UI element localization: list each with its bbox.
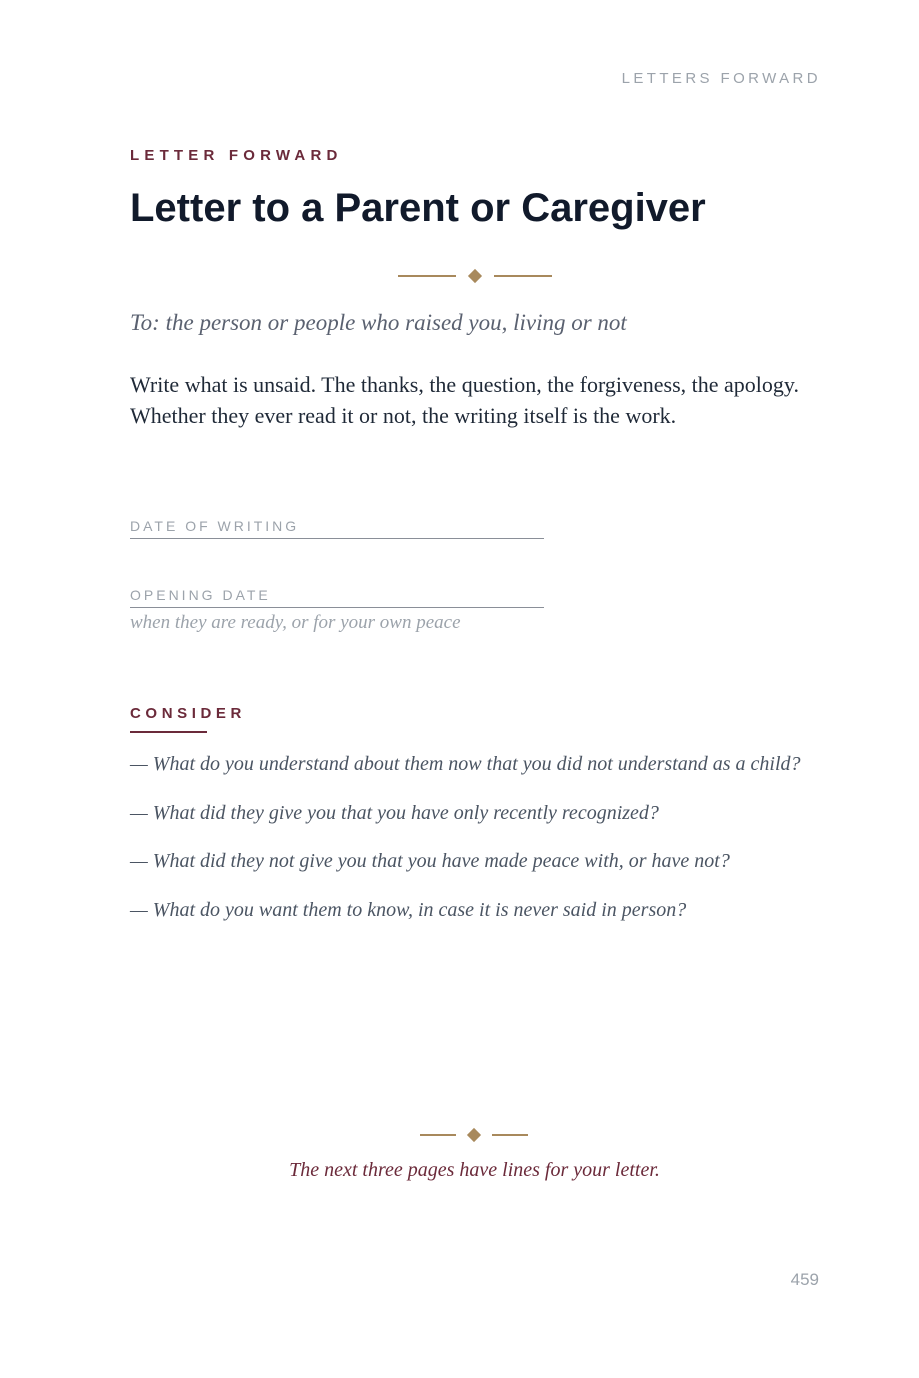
section-eyebrow: LETTER FORWARD — [130, 147, 343, 164]
opening-date-hint: when they are ready, or for your own peace — [130, 612, 461, 633]
consider-prompt: — What do you want them to know, in case it is never said in person? — [130, 898, 687, 921]
page-title: Letter to a Parent or Caregiver — [130, 186, 706, 230]
running-header: LETTERS FORWARD — [621, 70, 821, 87]
diamond-icon — [468, 269, 482, 283]
divider-rule-right — [494, 275, 552, 277]
diamond-icon — [467, 1128, 481, 1142]
closing-note: The next three pages have lines for your letter. — [289, 1159, 660, 1181]
consider-prompt: — What did they not give you that you have made peace with, or have not? — [130, 850, 730, 872]
divider-rule-left — [420, 1134, 456, 1136]
divider-rule-right — [492, 1134, 528, 1136]
ornament-divider-bottom — [420, 1128, 528, 1142]
consider-underline — [130, 731, 207, 733]
consider-prompt: — What do you understand about them now that you did not understand as a child? — [130, 753, 801, 775]
ornament-divider-top — [398, 269, 552, 283]
recipient-line: To: the person or people who raised you, living or not — [130, 310, 627, 335]
consider-heading: CONSIDER — [130, 705, 246, 722]
divider-rule-left — [398, 275, 456, 277]
page-number: 459 — [790, 1270, 819, 1289]
intro-paragraph: Write what is unsaid. The thanks, the question, the forgiveness, the apology. Whether they ever read it or not, the writing itself is the work. — [130, 372, 799, 428]
consider-prompt-list — [130, 749, 801, 943]
opening-date-field[interactable]: OPENING DATE — [130, 587, 544, 608]
consider-prompt: — What did they give you that you have only recently recognized? — [130, 801, 659, 824]
date-of-writing-field[interactable]: DATE OF WRITING — [130, 518, 544, 539]
